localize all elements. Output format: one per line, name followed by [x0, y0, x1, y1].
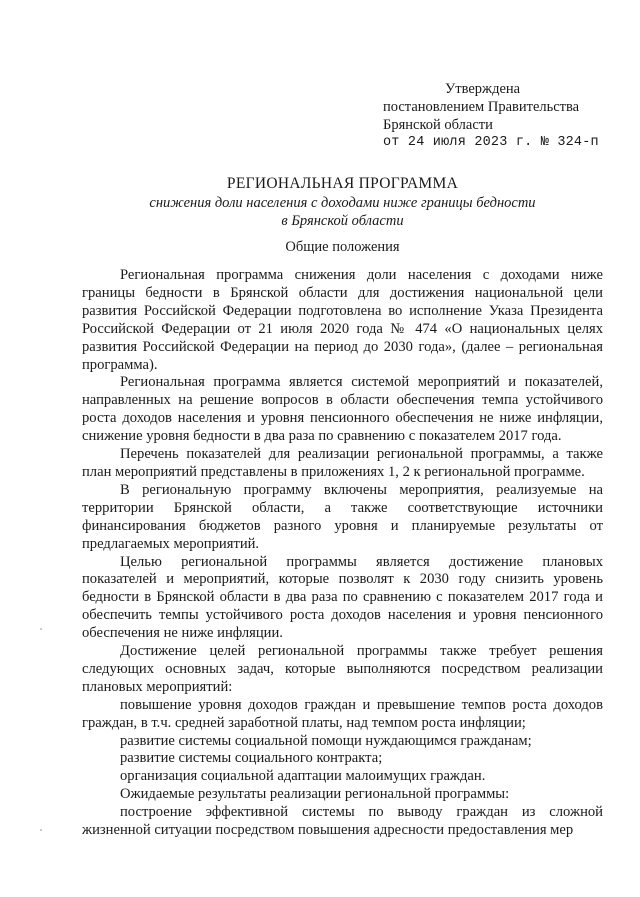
program-subtitle-line2: в Брянской области [281, 213, 404, 229]
approval-line-approved: Утверждена [445, 81, 521, 97]
list-item: повышение уровня доходов граждан и превышение темпов роста доходов граждан, в т.ч. средней заработной платы, над темпом роста инфляции; [82, 696, 603, 731]
paragraph: Достижение целей региональной программы также требует решения следующих основных задач, которые выполняются посредством реализации плановых мероприятий: [82, 643, 603, 695]
list-item: развитие системы социальной помощи нуждающимся гражданам; [120, 732, 532, 749]
program-title: РЕГИОНАЛЬНАЯ ПРОГРАММА [226, 175, 459, 192]
section-heading: Общие положения [285, 239, 400, 255]
approval-line-resolution: постановлением Правительства [383, 99, 580, 115]
approval-line-region: Брянской области [383, 117, 493, 133]
list-item: развитие системы социального контракта; [120, 750, 383, 767]
paragraph: Региональная программа является системой мероприятий и показателей, направленных на решение вопросов в области обеспечения темпа устойчивого роста доходов населения и уровня пенсионного обеспечения не ниже инфляции, снижение уровня бедности в два раза по сравнению с показателем 2017 года. [82, 374, 603, 445]
approval-block [383, 80, 599, 152]
paragraph: Ожидаемые результаты реализации региональной программы: [120, 786, 510, 803]
paragraph: Перечень показателей для реализации региональной программы, а также план мероприятий представлены в приложениях 1, 2 к региональной программе. [82, 446, 603, 480]
document-title [80, 174, 605, 230]
list-item: организация социальной адаптации малоимущих граждан. [120, 768, 486, 785]
paragraph: Региональная программа снижения доли населения с доходами ниже границы бедности в Брянской области для достижения национальной цели развития Российской Федерации подготовлена во исполнение Указа Президента Российской Федерации от 21 июля 2020 года № 474 «О национальных целях развития Российской Федерации на период до 2030 года», (далее – региональная программа). [82, 267, 603, 373]
paragraph: Целью региональной программы является достижение плановых показателей и мероприятий, которые позволят к 2030 году снизить уровень бедности в Брянской области в два раза по сравнению с показателем 2017 года и обеспечить темпы устойчивого роста доходов населения и уровня пенсионного обеспечения не ниже инфляции. [82, 553, 603, 642]
document-body [82, 267, 603, 840]
approval-line-date-number: от 24 июля 2023 г. № 324-п [383, 135, 599, 150]
paragraph: В региональную программу включены мероприятия, реализуемые на территории Брянской области, а также соответствующие источники финансирования бюджетов разного уровня и планируемые результаты от предлагаемых мероприятий. [82, 481, 603, 552]
program-subtitle-line1: снижения доли населения с доходами ниже границы бедности [149, 195, 536, 211]
scan-speck [40, 628, 42, 630]
scan-speck [40, 829, 42, 831]
list-item: построение эффективной системы по выводу граждан из сложной жизненной ситуации посредством повышения адресности предоставления мер [82, 804, 603, 839]
